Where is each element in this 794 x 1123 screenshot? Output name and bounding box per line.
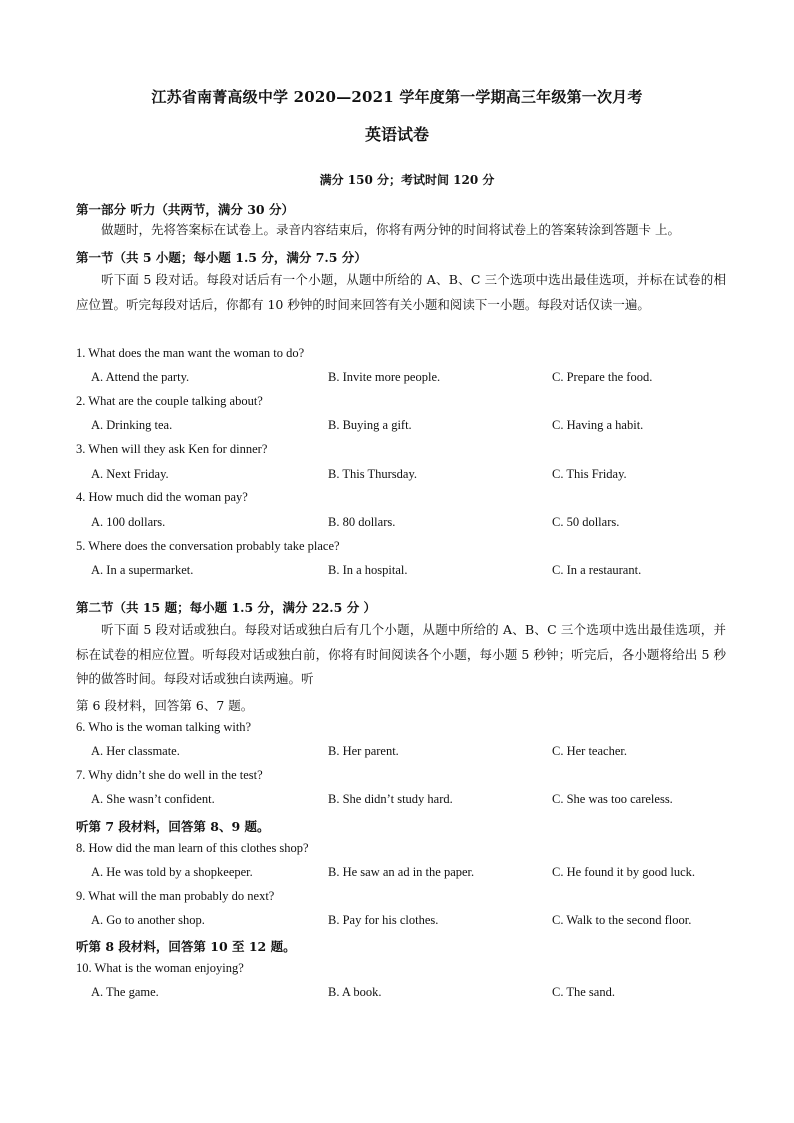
question-8-option-a: A. He was told by a shopkeeper. (91, 865, 253, 879)
question-5-option-c: C. In a restaurant. (552, 563, 642, 577)
question-3-option-b: B. This Thursday. (328, 467, 418, 481)
question-8-stem: 8. How did the man learn of this clothes shop? (76, 841, 309, 855)
question-7-option-b: B. She didn’t study hard. (328, 792, 453, 806)
question-7-stem: 7. Why didn’t she do well in the test? (76, 768, 263, 782)
exam-subtitle: 英语试卷 (364, 125, 429, 144)
section2-note-6: 第 6 段材料，回答第 6、7 题。 (76, 698, 254, 713)
question-4-option-a: A. 100 dollars. (91, 515, 166, 529)
question-3-stem: 3. When will they ask Ken for dinner? (76, 442, 268, 456)
question-9-option-b: B. Pay for his clothes. (328, 913, 439, 927)
question-3-option-c: C. This Friday. (552, 467, 627, 481)
score-info: 满分 150 分；考试时间 120 分 (319, 173, 495, 187)
question-8-option-b: B. He saw an ad in the paper. (328, 865, 475, 879)
question-2-option-b: B. Buying a gift. (328, 418, 412, 432)
section2-instruction: 听下面 5 段对话或独白。每段对话或独白后有几个小题，从题中所给的 A、B、C 三个选项中选出最佳选项，并标在试卷的相应位置。听每段对话或独白前，你将有时间阅读各个小题，每小题 5 秒钟；听完后，各小题将给出 5 秒钟的做答时间。每段对话或独白读两遍。听 (76, 622, 726, 686)
question-9-option-c: C. Walk to the second floor. (552, 913, 692, 927)
question-10-option-a: A. The game. (91, 985, 159, 999)
question-2-option-c: C. Having a habit. (552, 418, 644, 432)
section2-note-7: 听第 7 段材料，回答第 8、9 题。 (76, 819, 270, 834)
question-1-option-c: C. Prepare the food. (552, 370, 653, 384)
question-5-option-a: A. In a supermarket. (91, 563, 194, 577)
question-1-stem: 1. What does the man want the woman to do? (76, 346, 305, 360)
question-2-stem: 2. What are the couple talking about? (76, 394, 263, 408)
question-7-option-a: A. She wasn’t confident. (91, 792, 215, 806)
question-3-option-a: A. Next Friday. (91, 467, 169, 481)
question-6-stem: 6. Who is the woman talking with? (76, 720, 252, 734)
exam-title: 江苏省南菁高级中学 2020—2021 学年度第一学期高三年级第一次月考 (151, 88, 643, 106)
question-4-stem: 4. How much did the woman pay? (76, 490, 248, 504)
section2-note-8: 听第 8 段材料，回答第 10 至 12 题。 (76, 939, 296, 954)
question-6-option-c: C. Her teacher. (552, 744, 627, 758)
question-1-option-a: A. Attend the party. (91, 370, 190, 384)
question-10-option-b: B. A book. (328, 985, 382, 999)
part1-heading: 第一部分 听力（共两节，满分 30 分） (76, 202, 294, 217)
question-8-option-c: C. He found it by good luck. (552, 865, 696, 879)
question-9-stem: 9. What will the man probably do next? (76, 889, 275, 903)
question-5-option-b: B. In a hospital. (328, 563, 408, 577)
section1-instruction: 听下面 5 段对话。每段对话后有一个小题，从题中所给的 A、B、C 三个选项中选出最佳选项，并标在试卷的相应位置。听完每段对话后，你都有 10 秒钟的时间来回答有关小题和阅读下一小题。每段对话仅读一遍。 (76, 272, 726, 312)
question-2-option-a: A. Drinking tea. (91, 418, 173, 432)
question-6-option-b: B. Her parent. (328, 744, 399, 758)
question-7-option-c: C. She was too careless. (552, 792, 673, 806)
question-6-option-a: A. Her classmate. (91, 744, 180, 758)
section1-heading: 第一节（共 5 小题；每小题 1.5 分，满分 7.5 分） (76, 250, 367, 265)
question-4-option-c: C. 50 dollars. (552, 515, 620, 529)
question-4-option-b: B. 80 dollars. (328, 515, 396, 529)
question-9-option-a: A. Go to another shop. (91, 913, 205, 927)
question-10-option-c: C. The sand. (552, 985, 615, 999)
question-5-stem: 5. Where does the conversation probably take place? (76, 539, 340, 553)
question-10-stem: 10. What is the woman enjoying? (76, 961, 244, 975)
question-1-option-b: B. Invite more people. (328, 370, 441, 384)
section2-heading: 第二节（共 15 题；每小题 1.5 分，满分 22.5 分 ） (76, 600, 377, 615)
part1-instruction: 做题时，先将答案标在试卷上。录音内容结束后，你将有两分钟的时间将试卷上的答案转涂到答题卡 上。 (101, 222, 680, 237)
